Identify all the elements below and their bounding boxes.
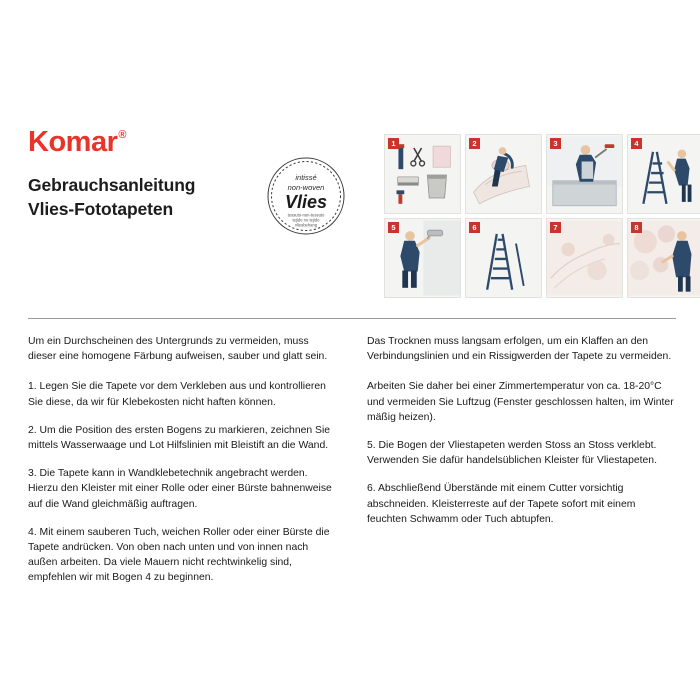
pictogram-number: 3 (550, 138, 561, 149)
pictogram-number: 7 (550, 222, 561, 233)
document-header (28, 128, 676, 308)
logo-text: Komar (28, 126, 118, 158)
pictogram-4 (627, 134, 700, 214)
pictogram-number: 1 (388, 138, 399, 149)
pictogram-number: 6 (469, 222, 480, 233)
pictogram-8 (627, 218, 700, 298)
pictogram-3 (546, 134, 623, 214)
left-column (28, 334, 337, 598)
brand-block (28, 128, 243, 221)
left-step-1: 1. Legen Sie die Tapete vor dem Verkleben aus und kontrollieren Sie diese, da wir für Klebekosten nicht haften können. (28, 381, 326, 408)
pictogram-6 (465, 218, 542, 298)
svg-text:tejido no tejido: tejido no tejido (292, 217, 320, 223)
svg-text:Vlies: Vlies (284, 192, 328, 212)
pictogram-grid (384, 134, 700, 298)
pictogram-2 (465, 134, 542, 214)
vlies-seal (260, 150, 352, 242)
right-step-temperature: Arbeiten Sie daher bei einer Zimmertemperatur von ca. 18-20°C und vermeiden Sie Luftzug (Fenster geschlossen halten, im Winter mäßig heizen). (367, 381, 674, 423)
left-step-4: 4. Mit einem sauberen Tuch, weichen Roller oder einer Bürste die Tapete andrücken. Von oben nach unten und von innen nach außen arbeiten. Da viele Mauern nicht rechtwinkelig sind, empfehlen wir mit Bogen 4 zu beginnen. (28, 526, 330, 584)
pictogram-number: 4 (631, 138, 642, 149)
left-intro: Um ein Durchscheinen des Untergrunds zu vermeiden, muss dieser eine homogene Färbung aufweisen, sauber und glatt sein. (28, 336, 328, 363)
pictogram-5 (384, 218, 461, 298)
svg-text:tessuto-non-tessuto: tessuto-non-tessuto (287, 212, 325, 218)
instruction-columns (28, 334, 676, 598)
left-step-2: 2. Um die Position des ersten Bogens zu markieren, zeichnen Sie mittels Wasserwaage und Lot Hilfslinien mit Bleistift an die Wand. (28, 424, 331, 451)
pictogram-7 (546, 218, 623, 298)
pictogram-1 (384, 134, 461, 214)
right-step-6: 6. Abschließend Überstände mit einem Cutter vorsichtig abschneiden. Kleisterreste auf der Tapete sofort mit einem feuchten Schwamm oder Tuch abtupfen. (367, 483, 636, 525)
left-step-3: 3. Die Tapete kann in Wandklebetechnik angebracht werden. Hierzu den Kleister mit einer Rolle oder einer Bürste bahnenweise auf die Wand gleichmäßig auftragen. (28, 468, 332, 510)
svg-text:non-woven: non-woven (287, 183, 325, 192)
komar-logo (28, 128, 125, 157)
right-step-5: 5. Die Bogen der Vliestapeten werden Stoss an Stoss verklebt. Verwenden Sie dafür handelsüblichen Kleister für Vliestapeten. (367, 439, 657, 467)
registered-mark: ® (118, 129, 126, 142)
pictogram-number: 5 (388, 222, 399, 233)
pictogram-number: 2 (469, 138, 480, 149)
header-divider (28, 318, 676, 319)
page-title-line1: Gebrauchsanleitung (28, 175, 196, 195)
right-intro: Das Trocknen muss langsam erfolgen, um ein Klaffen an den Verbindungslinien und ein Rissigwerden der Tapete zu vermeiden. (367, 336, 672, 363)
svg-text:vliesbehang: vliesbehang (294, 222, 318, 228)
svg-text:intissé: intissé (295, 173, 317, 182)
page-title (28, 173, 243, 221)
right-column (367, 334, 676, 598)
pictogram-number: 8 (631, 222, 642, 233)
page-title-line2: Vlies-Fototapeten (28, 199, 174, 220)
